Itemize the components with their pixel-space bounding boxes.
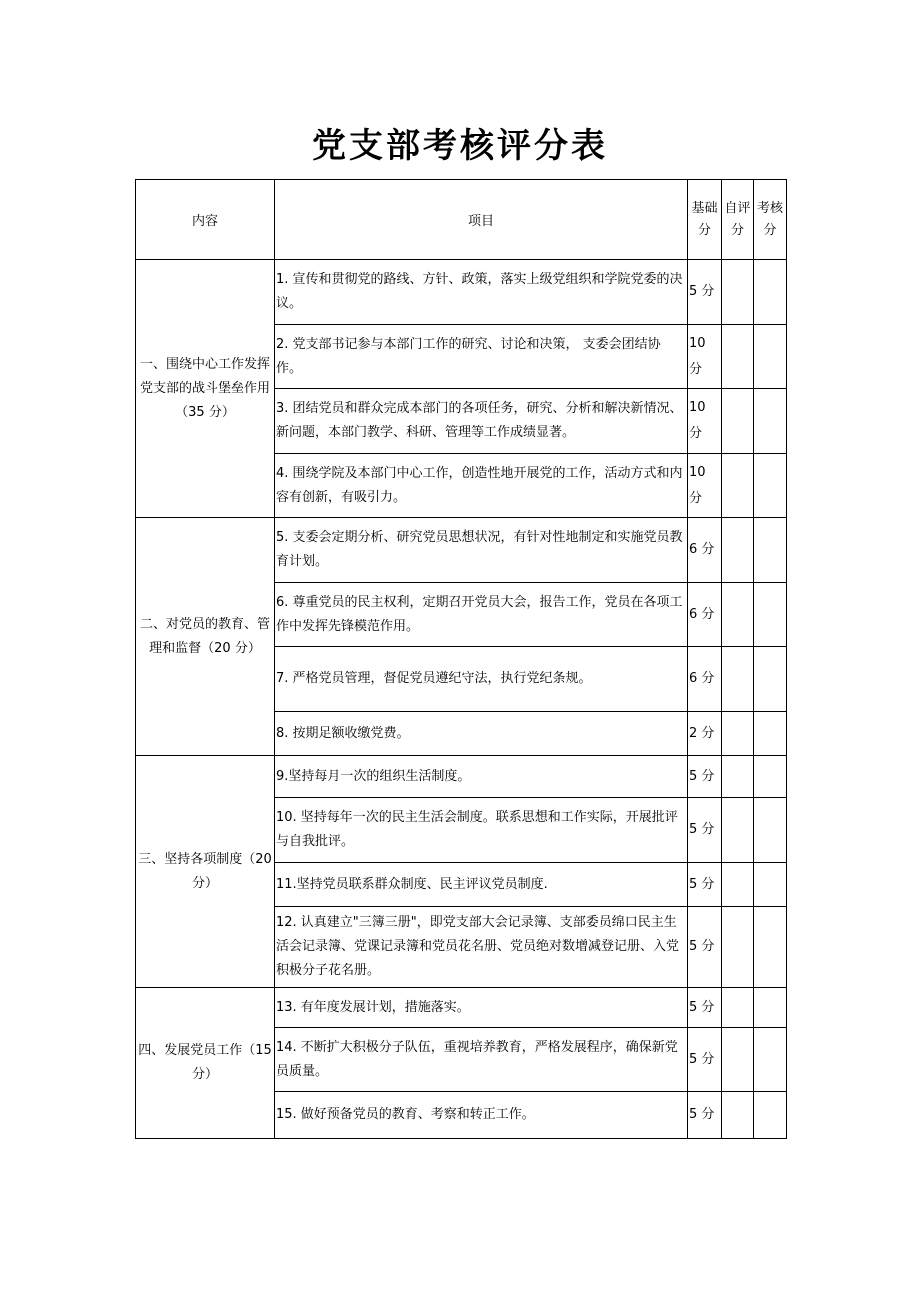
item-cell: 5. 支委会定期分析、研究党员思想状况，有针对性地制定和实施党员教育计划。: [275, 518, 688, 583]
table-row: [136, 988, 787, 1028]
base-score-cell: 6 分: [688, 647, 722, 712]
item-cell: 11.坚持党员联系群众制度、民主评议党员制度.: [275, 863, 688, 907]
self-score-cell[interactable]: [722, 583, 754, 647]
item-cell: 7. 严格党员管理，督促党员遵纪守法，执行党纪条规。: [275, 647, 688, 712]
assess-score-cell[interactable]: [754, 325, 787, 389]
item-cell: 1. 宣传和贯彻党的路线、方针、政策，落实上级党组织和学院党委的决议。: [275, 260, 688, 325]
assess-score-cell[interactable]: [754, 798, 787, 863]
table-row: [136, 260, 787, 325]
header-assess: 考核分: [754, 180, 787, 260]
score-table: [135, 179, 787, 1139]
assess-score-cell[interactable]: [754, 454, 787, 518]
base-score-cell: 5 分: [688, 988, 722, 1028]
assess-score-cell[interactable]: [754, 907, 787, 988]
header-row: [136, 180, 787, 260]
base-score-cell: 10 分: [688, 454, 722, 518]
self-score-cell[interactable]: [722, 518, 754, 583]
self-score-cell[interactable]: [722, 454, 754, 518]
base-score-cell: 6 分: [688, 583, 722, 647]
header-base: 基础分: [688, 180, 722, 260]
self-score-cell[interactable]: [722, 389, 754, 454]
assess-score-cell[interactable]: [754, 518, 787, 583]
base-score-cell: 5 分: [688, 1092, 722, 1139]
assess-score-cell[interactable]: [754, 756, 787, 798]
assess-score-cell[interactable]: [754, 712, 787, 756]
table-row: [136, 756, 787, 798]
self-score-cell[interactable]: [722, 1028, 754, 1092]
assess-score-cell[interactable]: [754, 583, 787, 647]
item-cell: 2. 党支部书记参与本部门工作的研究、讨论和决策， 支委会团结协作。: [275, 325, 688, 389]
assess-score-cell[interactable]: [754, 260, 787, 325]
base-score-cell: 5 分: [688, 1028, 722, 1092]
self-score-cell[interactable]: [722, 988, 754, 1028]
self-score-cell[interactable]: [722, 1092, 754, 1139]
item-cell: 14. 不断扩大积极分子队伍，重视培养教育，严格发展程序，确保新党员质量。: [275, 1028, 688, 1092]
self-score-cell[interactable]: [722, 756, 754, 798]
header-item: 项目: [275, 180, 688, 260]
self-score-cell[interactable]: [722, 647, 754, 712]
category-cell: 三、坚持各项制度（20 分）: [136, 756, 275, 988]
base-score-cell: 5 分: [688, 863, 722, 907]
base-score-cell: 5 分: [688, 756, 722, 798]
assess-score-cell[interactable]: [754, 988, 787, 1028]
item-cell: 8. 按期足额收缴党费。: [275, 712, 688, 756]
category-cell: 二、对党员的教育、管理和监督（20 分）: [136, 518, 275, 756]
category-cell: 四、发展党员工作（15 分）: [136, 988, 275, 1139]
item-cell: 3. 团结党员和群众完成本部门的各项任务，研究、分析和解决新情况、新问题，本部门教学、科研、管理等工作成绩显著。: [275, 389, 688, 454]
base-score-cell: 5 分: [688, 907, 722, 988]
assess-score-cell[interactable]: [754, 389, 787, 454]
item-cell: 9.坚持每月一次的组织生活制度。: [275, 756, 688, 798]
header-self: 自评分: [722, 180, 754, 260]
self-score-cell[interactable]: [722, 260, 754, 325]
item-cell: 12. 认真建立"三簿三册"，即党支部大会记录簿、支部委员绵口民主生活会记录簿、党课记录簿和党员花名册、党员绝对数增减登记册、入党积极分子花名册。: [275, 907, 688, 988]
page-title: 党支部考核评分表: [312, 126, 608, 166]
base-score-cell: 2 分: [688, 712, 722, 756]
self-score-cell[interactable]: [722, 325, 754, 389]
self-score-cell[interactable]: [722, 712, 754, 756]
table-row: [136, 518, 787, 583]
self-score-cell[interactable]: [722, 863, 754, 907]
self-score-cell[interactable]: [722, 798, 754, 863]
item-cell: 15. 做好预备党员的教育、考察和转正工作。: [275, 1092, 688, 1139]
header-content: 内容: [136, 180, 275, 260]
category-cell: 一、围绕中心工作发挥党支部的战斗堡垒作用（35 分）: [136, 260, 275, 518]
self-score-cell[interactable]: [722, 907, 754, 988]
assess-score-cell[interactable]: [754, 647, 787, 712]
base-score-cell: 5 分: [688, 260, 722, 325]
item-cell: 4. 围绕学院及本部门中心工作，创造性地开展党的工作，活动方式和内容有创新，有吸引力。: [275, 454, 688, 518]
assess-score-cell[interactable]: [754, 863, 787, 907]
item-cell: 6. 尊重党员的民主权利，定期召开党员大会，报告工作，党员在各项工作中发挥先锋模范作用。: [275, 583, 688, 647]
assess-score-cell[interactable]: [754, 1092, 787, 1139]
base-score-cell: 6 分: [688, 518, 722, 583]
base-score-cell: 10 分: [688, 389, 722, 454]
item-cell: 13. 有年度发展计划，措施落实。: [275, 988, 688, 1028]
base-score-cell: 10 分: [688, 325, 722, 389]
item-cell: 10. 坚持每年一次的民主生活会制度。联系思想和工作实际，开展批评与自我批评。: [275, 798, 688, 863]
assess-score-cell[interactable]: [754, 1028, 787, 1092]
base-score-cell: 5 分: [688, 798, 722, 863]
